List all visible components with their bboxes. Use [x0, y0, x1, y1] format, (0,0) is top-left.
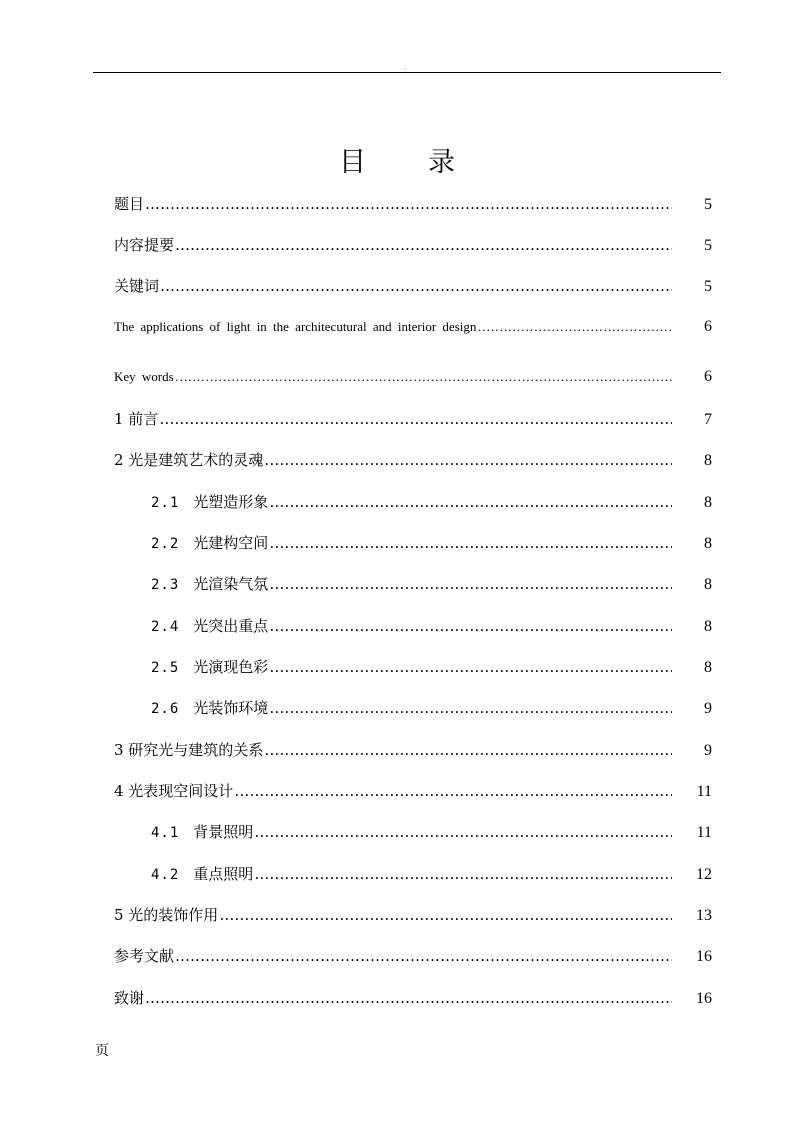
title-char-2: 录: [428, 147, 455, 178]
toc-entry-label: 参考文献: [114, 947, 175, 965]
toc-entry-number: 2.4: [151, 619, 180, 635]
toc-entry-label: 5 光的装饰作用: [114, 906, 219, 924]
toc-entry-number: 4.2: [151, 867, 180, 883]
toc-entry[interactable]: [114, 234, 722, 258]
toc-entry-number: 2.1: [151, 495, 180, 511]
toc-entry-page: 5: [704, 196, 712, 213]
toc-entry-page: 8: [704, 618, 712, 635]
toc-entry-number: 4.1: [151, 825, 180, 841]
toc-entry-page: 6: [704, 318, 712, 335]
leader-dots: [160, 277, 672, 295]
leader-dots: [175, 947, 672, 965]
toc-entry-number: 2.2: [151, 536, 180, 552]
leader-dots: [254, 865, 672, 883]
toc-entry-label: 背景照明: [193, 823, 254, 841]
toc-subentry[interactable]: [114, 532, 722, 556]
toc-entry-page: 7: [704, 411, 712, 428]
toc-entry-number: 2.3: [151, 577, 180, 593]
toc-entry-label: 重点照明: [193, 865, 254, 883]
toc-subentry[interactable]: [114, 821, 722, 845]
toc-subentry[interactable]: [114, 656, 722, 680]
toc-entry[interactable]: [114, 408, 722, 432]
leader-dots: [159, 410, 672, 428]
toc-entry-label: The applications of light in the architecutural and interior design: [114, 319, 477, 334]
leader-dots: [269, 534, 672, 552]
toc-entry-label: 2 光是建筑艺术的灵魂: [114, 451, 264, 469]
leader-dots: [269, 493, 672, 511]
toc-entry-label: 3 研究光与建筑的关系: [114, 741, 264, 759]
toc-entry-label: 光渲染气氛: [193, 575, 269, 593]
toc-subentry[interactable]: [114, 573, 722, 597]
toc-entry-label: 光突出重点: [193, 617, 269, 635]
toc-entry-label: 光演现色彩: [193, 658, 269, 676]
toc-entry-page: 8: [704, 494, 712, 511]
toc-entry-label: 光塑造形象: [193, 493, 269, 511]
leader-dots: [145, 989, 672, 1007]
toc-entry-page: 11: [696, 783, 712, 800]
page-title: [0, 140, 794, 179]
toc-entry-page: 5: [704, 237, 712, 254]
toc-entry[interactable]: [114, 904, 722, 928]
toc-entry-page: 11: [696, 824, 712, 841]
toc-entry-page: 9: [704, 700, 712, 717]
toc-entry-page: 16: [696, 990, 712, 1007]
leader-dots: [264, 741, 672, 759]
toc-entry-number: 2.5: [151, 660, 180, 676]
toc-entry-page: 16: [696, 948, 712, 965]
toc-entry-page: 6: [704, 368, 712, 385]
toc-entry-page: 5: [704, 278, 712, 295]
leader-dots: [264, 451, 672, 469]
leader-dots: [145, 195, 672, 213]
leader-dots: [269, 699, 672, 717]
toc-entry-label: 4 光表现空间设计: [114, 782, 234, 800]
toc-subentry[interactable]: [114, 863, 722, 887]
toc-entry-label: 光装饰环境: [193, 699, 269, 717]
toc-entry-label: 题目: [114, 195, 145, 213]
title-char-1: 目: [339, 147, 366, 178]
footer-page-label: 页: [95, 1043, 109, 1059]
toc-entry-page: 9: [704, 742, 712, 759]
toc-entry[interactable]: [114, 368, 722, 392]
toc-entry-page: 8: [704, 535, 712, 552]
toc-entry-label: 关键词: [114, 277, 160, 295]
toc-entry[interactable]: [114, 739, 722, 763]
leader-dots: [269, 617, 672, 635]
toc-entry[interactable]: [114, 449, 722, 473]
leader-dots: [175, 236, 672, 254]
toc-entry-page: 8: [704, 576, 712, 593]
toc-entry-page: 8: [704, 452, 712, 469]
leader-dots: [234, 782, 672, 800]
toc-entry[interactable]: [114, 318, 722, 342]
toc-entry[interactable]: [114, 987, 722, 1011]
toc-entry[interactable]: [114, 193, 722, 217]
toc-entry-number: 2.6: [151, 701, 180, 717]
leader-dots: [269, 575, 672, 593]
leader-dots: [219, 906, 672, 924]
leader-dots: [269, 658, 672, 676]
header-mark: .: [404, 62, 406, 71]
leader-dots: [175, 369, 672, 385]
toc-entry-label: Key words: [114, 369, 174, 384]
toc-entry-label: 致谢: [114, 989, 145, 1007]
toc-subentry[interactable]: [114, 697, 722, 721]
toc-entry[interactable]: [114, 780, 722, 804]
toc-entry[interactable]: [114, 275, 722, 299]
toc-subentry[interactable]: [114, 491, 722, 515]
toc-entry-page: 13: [696, 907, 712, 924]
toc-entry-label: 内容提要: [114, 236, 175, 254]
toc-entry-page: 12: [696, 866, 712, 883]
toc-entry-label: 1 前言: [114, 410, 159, 428]
leader-dots: [254, 823, 672, 841]
toc-subentry[interactable]: [114, 615, 722, 639]
toc-entry-label: 光建构空间: [193, 534, 269, 552]
toc-entry-page: 8: [704, 659, 712, 676]
header-rule: [93, 72, 721, 73]
leader-dots: [477, 319, 672, 335]
toc-entry[interactable]: [114, 945, 722, 969]
